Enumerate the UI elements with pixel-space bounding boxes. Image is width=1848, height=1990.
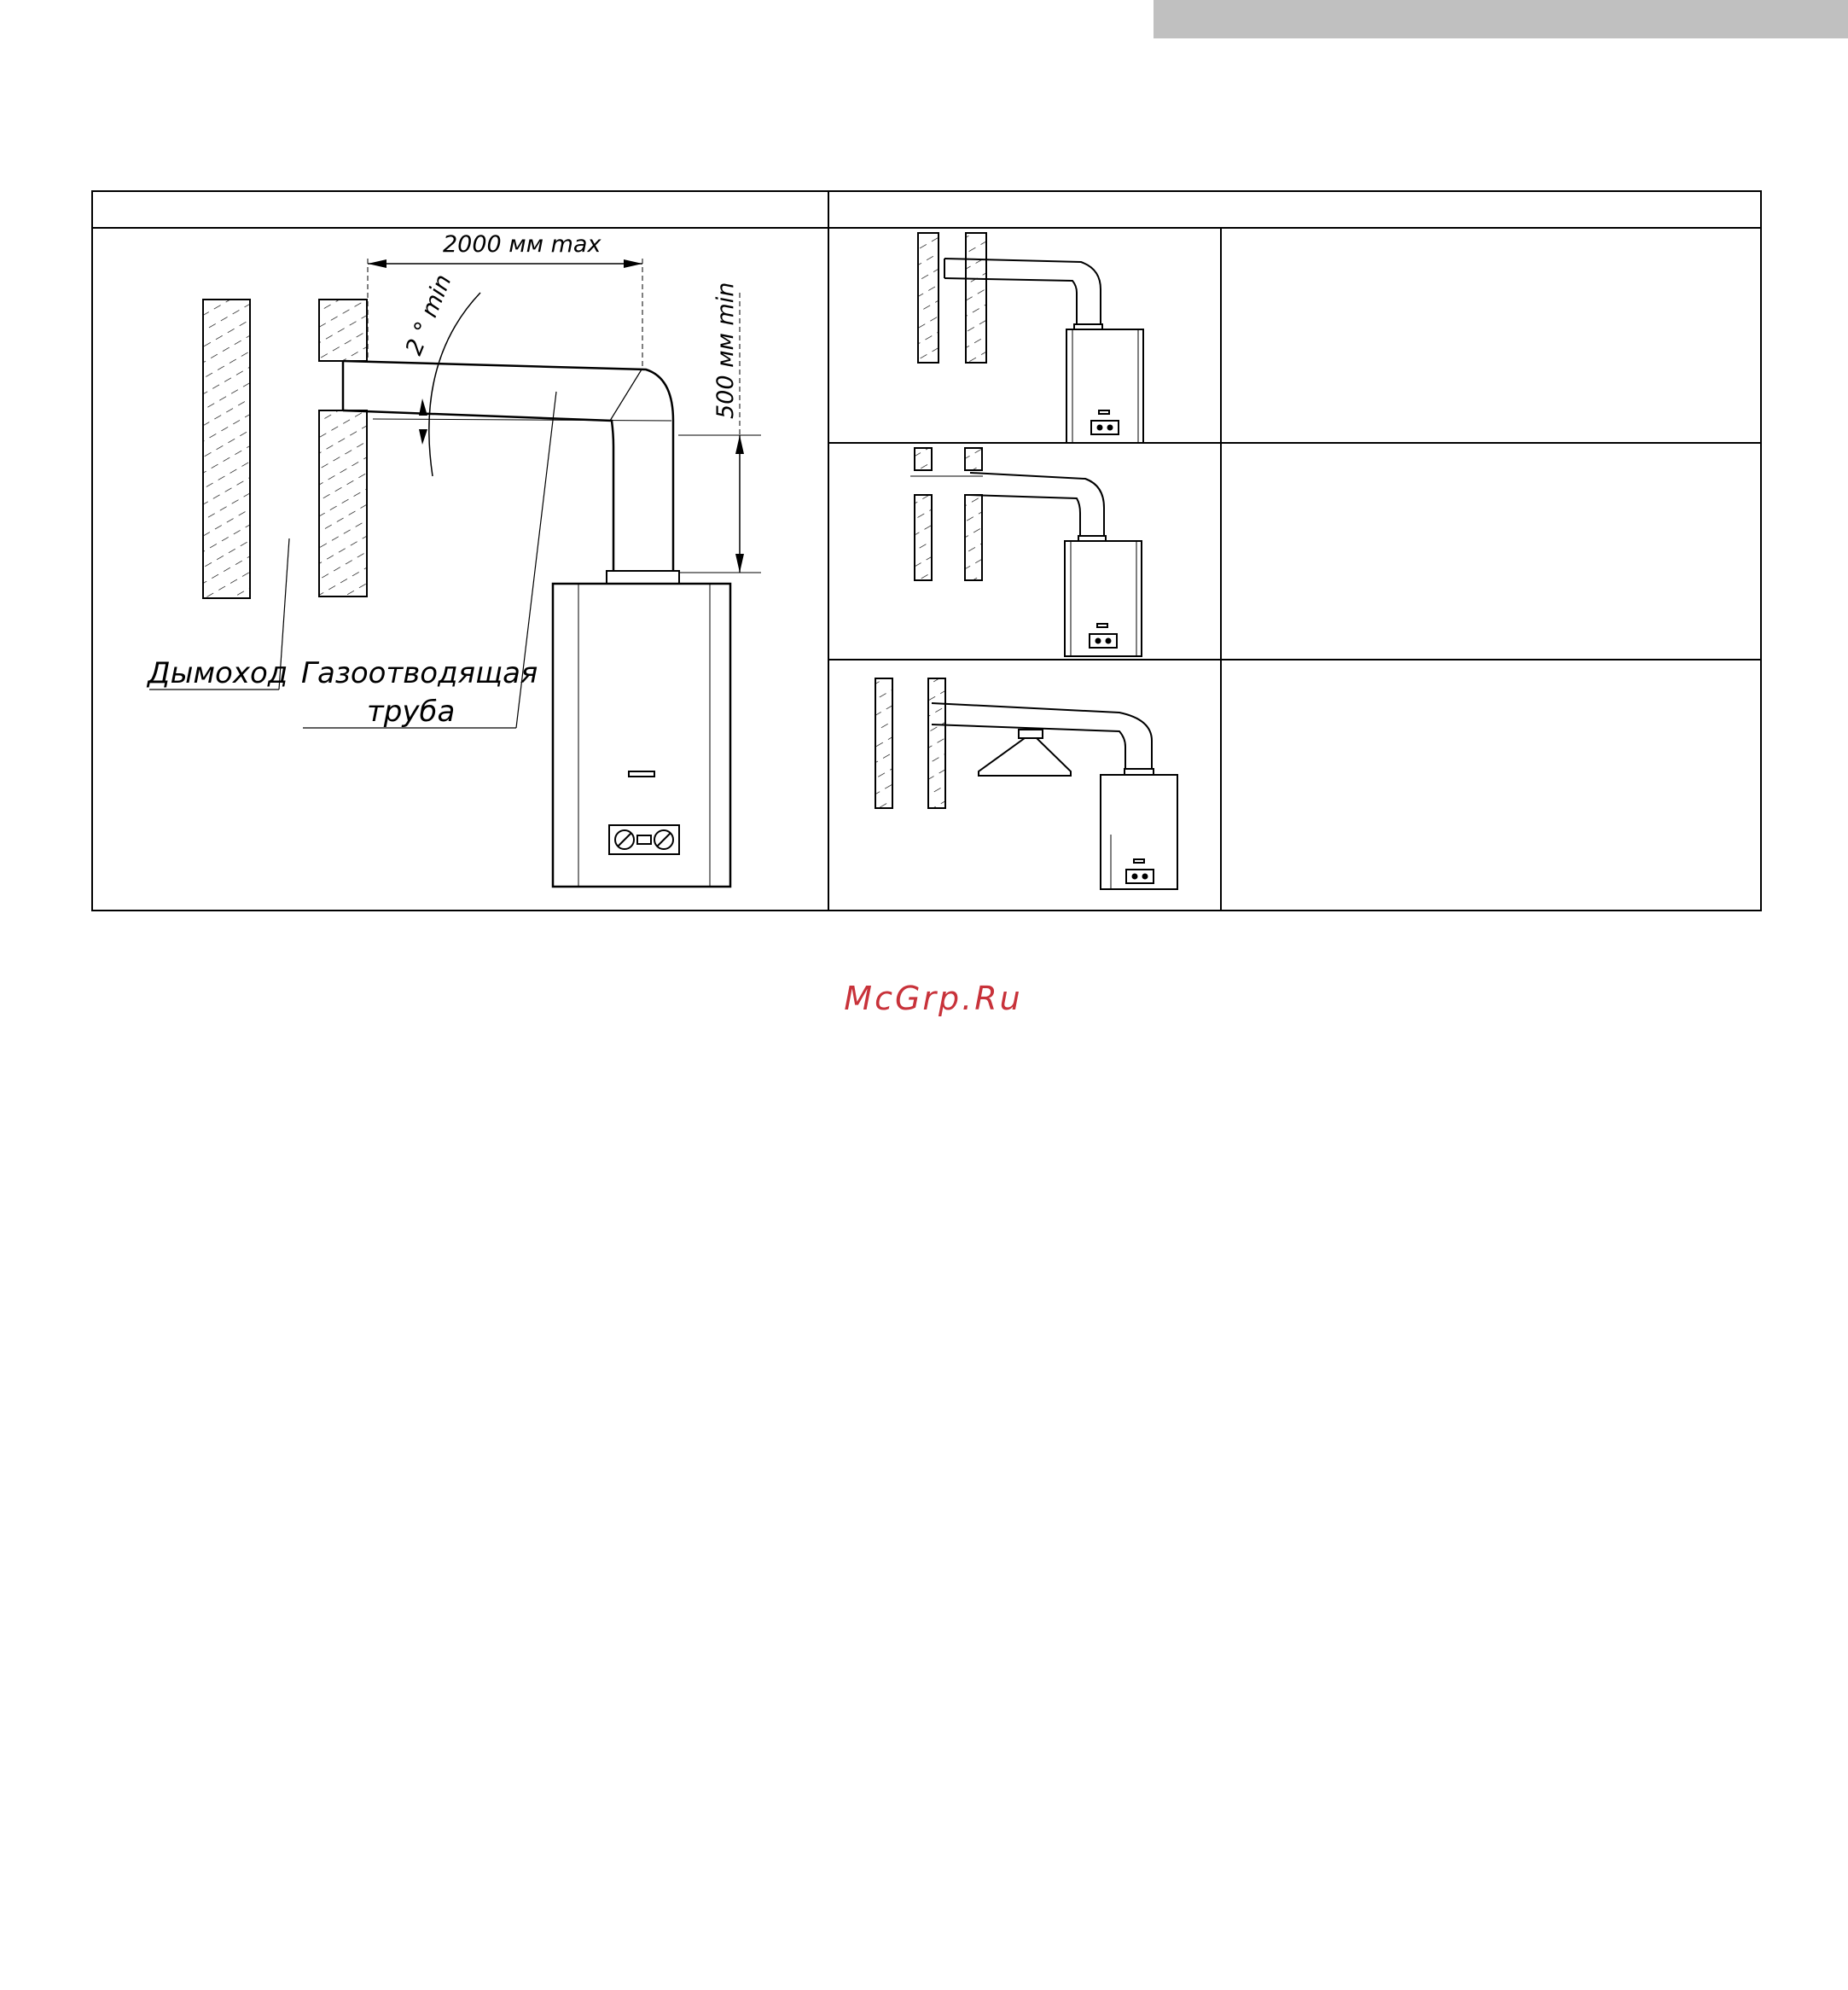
flue-pipe (343, 361, 673, 574)
small-diagram-3 (875, 678, 1177, 889)
chimney-wall-right (319, 300, 367, 596)
label-pipe-line2: труба (367, 695, 456, 729)
label-chimney: Дымоход (148, 656, 288, 690)
installation-diagram-table (91, 190, 1762, 911)
dimension-angle-label: 2 ° min (400, 271, 457, 359)
main-flue-diagram (146, 231, 761, 887)
dimension-length-label: 2000 мм max (443, 231, 601, 258)
chimney-wall-left (203, 300, 250, 598)
watermark: McGrp.Ru (844, 980, 1023, 1017)
small-diagram-1 (918, 233, 1143, 443)
dimension-height-label: 500 мм min (712, 282, 739, 419)
small-diagram-2 (910, 448, 1142, 656)
label-pipe-line1: Газоотводящая (301, 656, 538, 690)
header-gray-bar (1154, 0, 1848, 38)
water-heater (553, 584, 730, 887)
heater-connector (607, 571, 679, 585)
